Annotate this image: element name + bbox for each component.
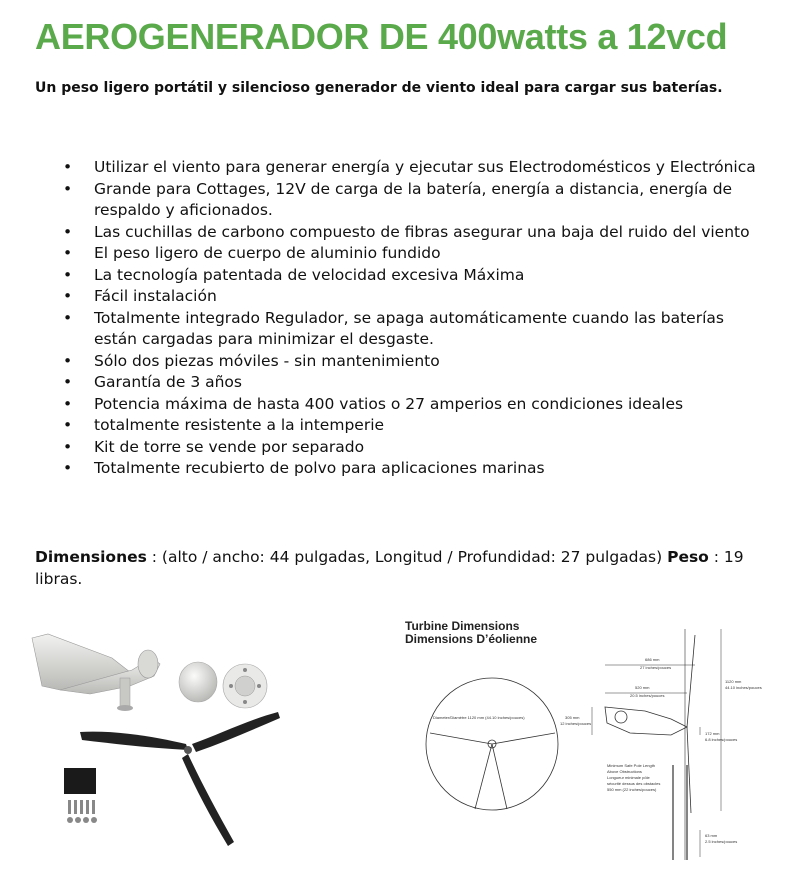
- feature-item: [58, 157, 758, 179]
- label-520: 520 mm: [635, 685, 650, 690]
- features-list: [58, 157, 758, 480]
- label-pole5: 550 mm (22 inches/pouces): [607, 787, 657, 792]
- blades-image: [80, 712, 280, 846]
- label-520b: 20.5 inches/pouces: [630, 693, 665, 698]
- feature-text: Grande para Cottages, 12V de carga de la batería, energía a distancia, energía de respaldo y aficionados.: [94, 179, 733, 219]
- feature-item: [58, 437, 758, 459]
- feature-text: Sólo dos piezas móviles - sin mantenimiento: [94, 351, 440, 370]
- feature-text: La tecnología patentada de velocidad excesiva Máxima: [94, 265, 525, 284]
- page-title: AEROGENERADOR DE 400watts a 12vcd: [35, 16, 728, 57]
- label-305: 305 mm: [565, 715, 580, 720]
- diagram-heading-fr: Dimensions D’éolienne: [405, 632, 538, 646]
- hardware-kit-image: [64, 768, 97, 823]
- bullet-icon: •: [63, 244, 73, 262]
- label-686b: 27 inches/pouces: [640, 665, 672, 670]
- bullet-icon: •: [63, 287, 73, 305]
- feature-text: Utilizar el viento para generar energía y ejecutar sus Electrodomésticos y Electrónica: [94, 158, 756, 176]
- label-1120b: 44.10 inches/pouces: [725, 685, 762, 690]
- bullet-icon: •: [63, 459, 73, 477]
- dimensions-label: Dimensiones: [35, 548, 147, 566]
- feature-item: [58, 394, 758, 416]
- bullet-icon: •: [63, 416, 73, 434]
- bullet-icon: •: [63, 437, 73, 456]
- feature-text: El peso ligero de cuerpo de aluminio fundido: [94, 244, 441, 262]
- diagram-heading-en: Turbine Dimensions: [405, 619, 520, 633]
- bullet-icon: •: [63, 158, 73, 176]
- feature-item: [58, 308, 758, 351]
- label-305b: 12 inches/pouces: [560, 721, 592, 726]
- weight-label: Peso: [667, 548, 709, 566]
- feature-text: Totalmente integrado Regulador, se apaga automáticamente cuando las baterías están cargadas para minimizar el desgaste.: [94, 308, 724, 348]
- feature-text: totalmente resistente a la intemperie: [94, 416, 385, 434]
- nose-cone-image: [179, 662, 267, 708]
- feature-item: [58, 351, 758, 373]
- feature-item: [58, 243, 758, 265]
- feature-item: [58, 179, 758, 222]
- dimensions-paragraph: [35, 546, 760, 590]
- subtitle: Un peso ligero portátil y silencioso generador de viento ideal para cargar sus baterías.: [35, 80, 723, 96]
- feature-text: Fácil instalación: [94, 287, 217, 305]
- feature-text: Totalmente recubierto de polvo para aplicaciones marinas: [94, 459, 545, 477]
- label-63b: 2.5 inches/pouces: [705, 839, 738, 844]
- label-1120: 1120 mm: [725, 679, 742, 684]
- label-pole2: Above Obstructions: [607, 769, 642, 774]
- feature-text: Potencia máxima de hasta 400 vatios o 27 amperios en condiciones ideales: [94, 394, 684, 413]
- feature-item: [58, 265, 758, 287]
- turbine-dimensions-diagram: [395, 615, 790, 865]
- bullet-icon: •: [63, 265, 73, 284]
- bullet-icon: •: [63, 394, 73, 413]
- feature-item: [58, 286, 758, 308]
- feature-text: Kit de torre se vende por separado: [94, 437, 365, 456]
- label-172: 172 mm: [705, 731, 720, 736]
- feature-text: Las cuchillas de carbono compuesto de fibras asegurar una baja del ruido del viento: [94, 222, 750, 241]
- bullet-icon: •: [63, 308, 73, 327]
- feature-item: [58, 458, 758, 480]
- label-172b: 6.8 inches/pouces: [705, 737, 738, 742]
- feature-item: [58, 372, 758, 394]
- label-pole3: Longueur minimale pôle: [607, 775, 650, 780]
- label-pole4: sécurité dessus des obstacles: [607, 781, 661, 786]
- weight-text: : 19 libras.: [35, 548, 744, 588]
- feature-item: [58, 415, 758, 437]
- bullet-icon: •: [63, 222, 73, 241]
- feature-text: Garantía de 3 años: [94, 373, 242, 391]
- bullet-icon: •: [63, 373, 73, 391]
- bullet-icon: •: [63, 351, 73, 370]
- label-diameter: Diameter/Diamètre 1120 mm (44.10 inches/pouces): [433, 715, 525, 720]
- label-pole1: Minimum Safe Pole Length: [607, 763, 656, 768]
- bullet-icon: •: [63, 179, 73, 198]
- label-686: 686 mm: [645, 657, 660, 662]
- turbine-body-image: [32, 634, 160, 711]
- label-63: 63 mm: [705, 833, 718, 838]
- product-photo: [20, 620, 310, 860]
- dimensions-text: : (alto / ancho: 44 pulgadas, Longitud / Profundidad: 27 pulgadas): [146, 548, 668, 566]
- feature-item: [58, 222, 758, 244]
